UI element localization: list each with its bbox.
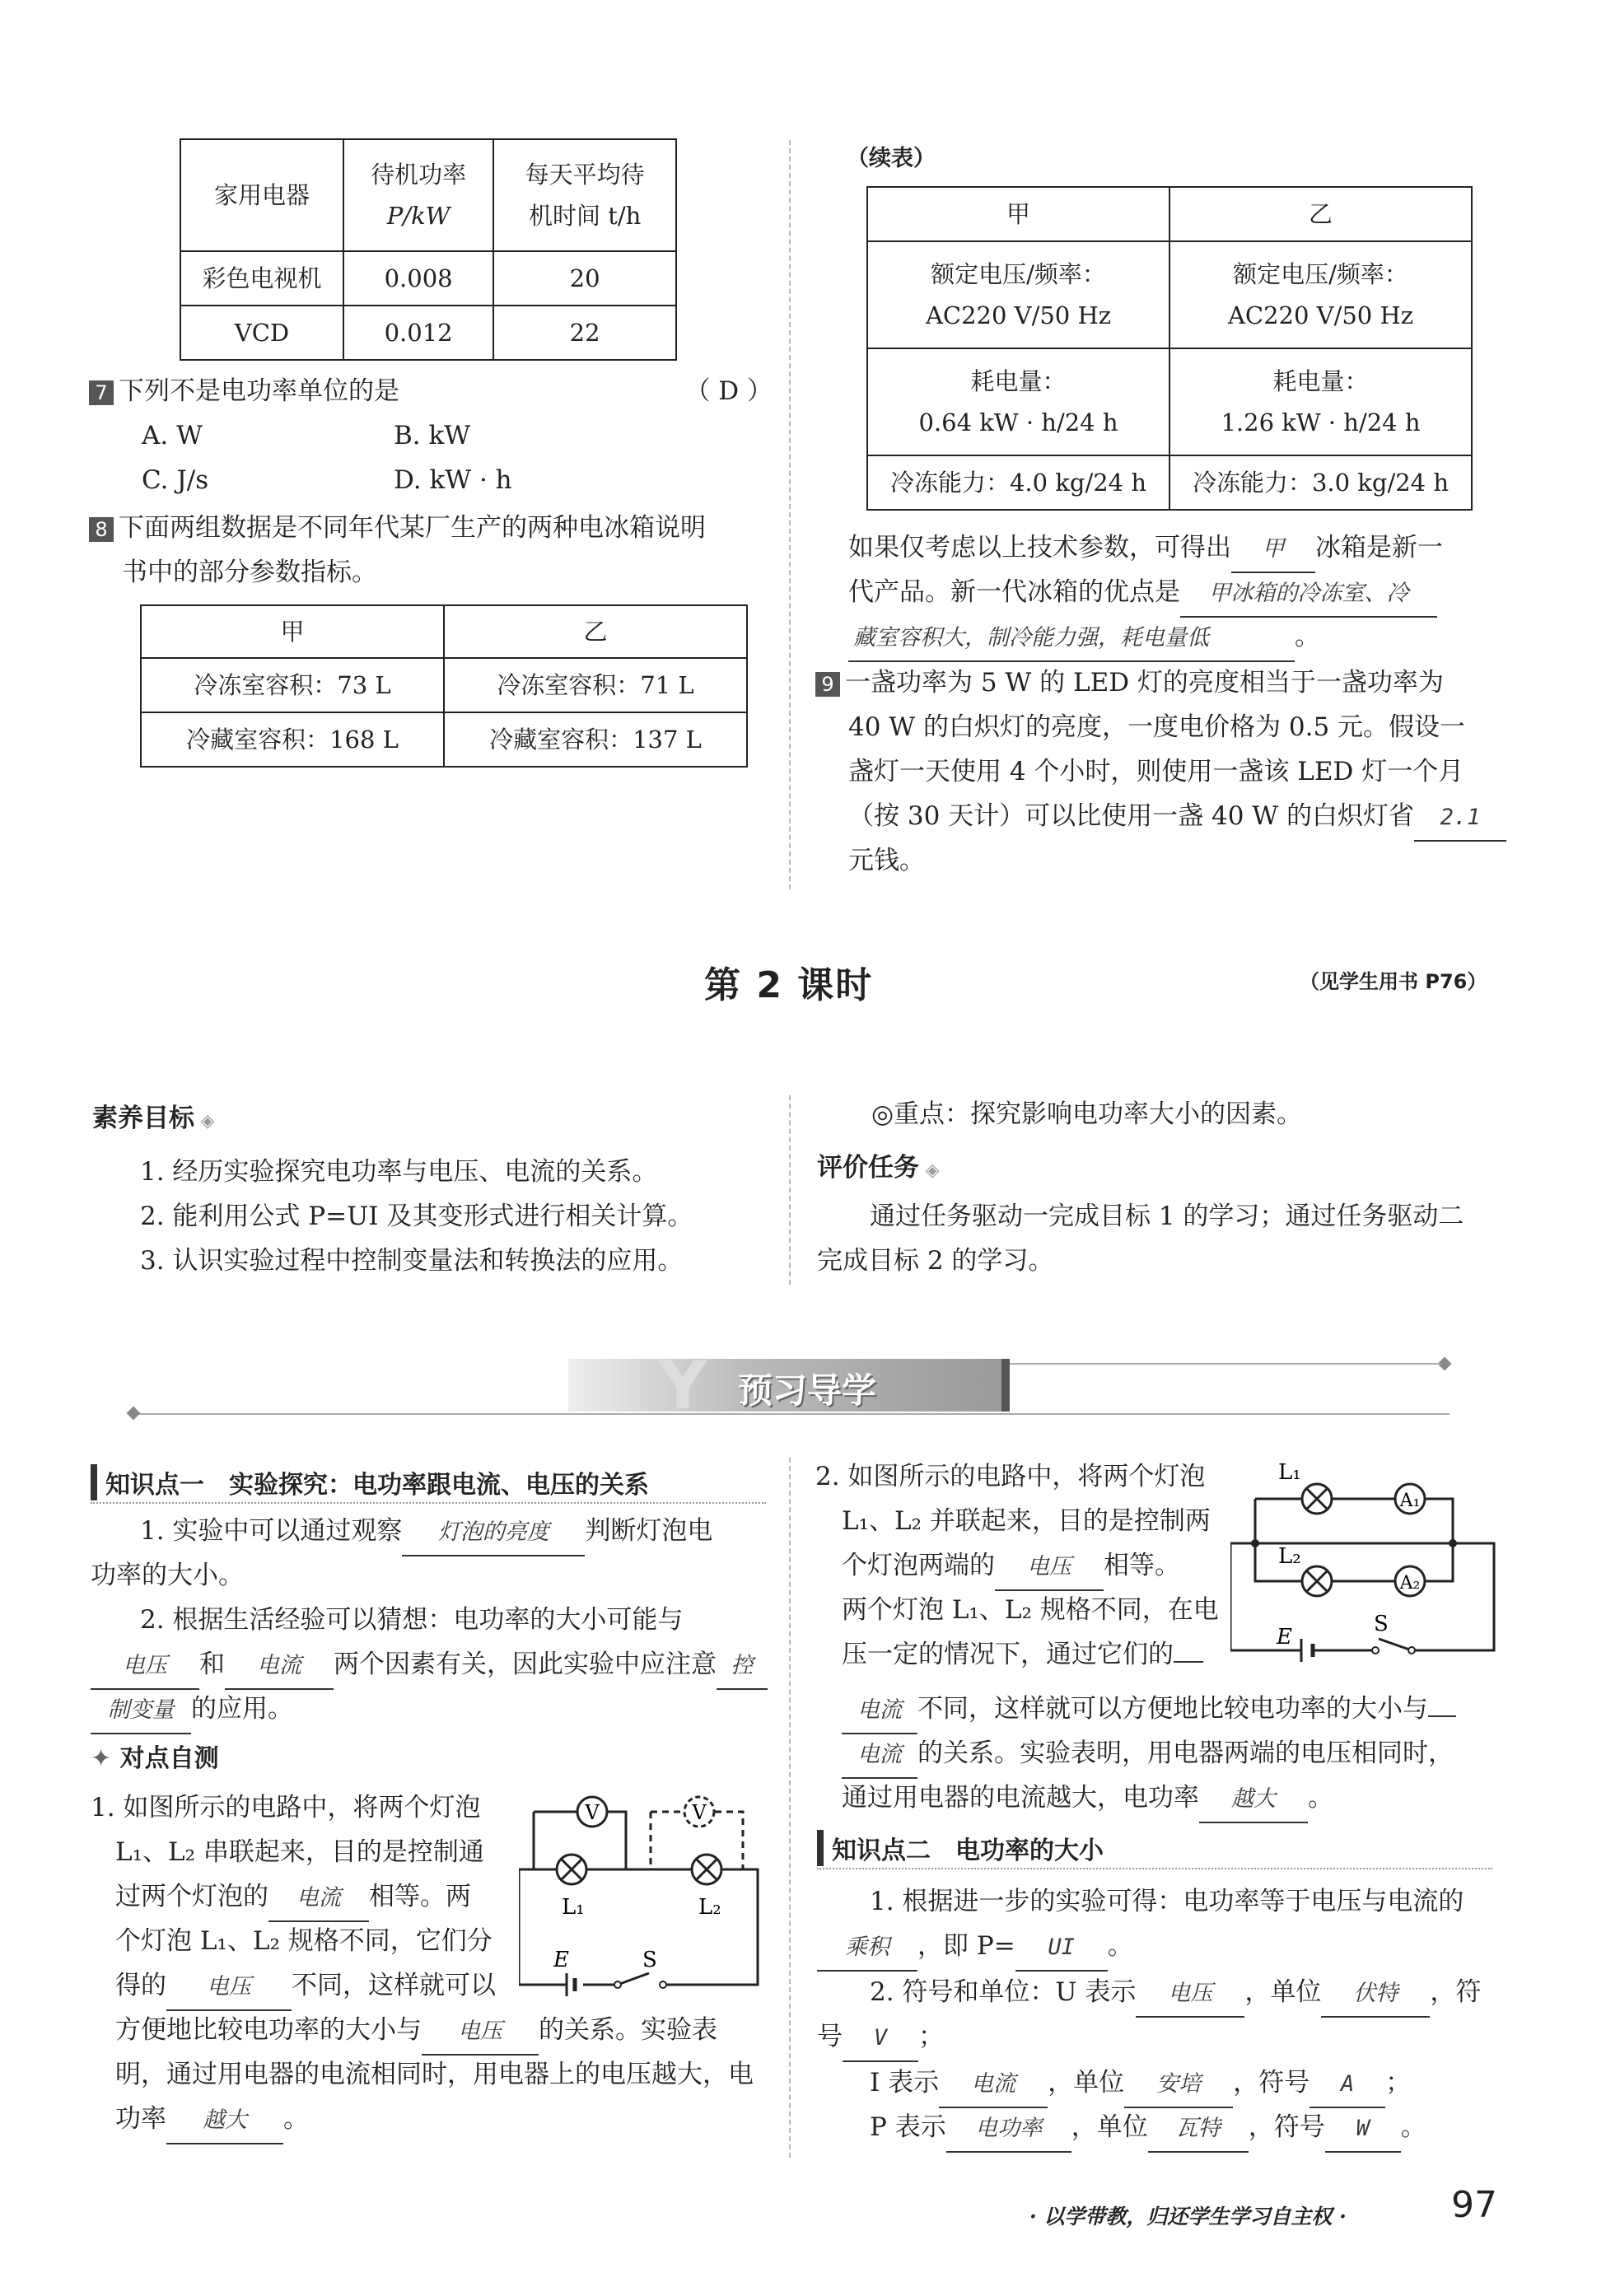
svg-text:L₂: L₂ <box>1278 1544 1301 1569</box>
focus-point: ◎重点：探究影响电功率大小的因素。 <box>871 1099 1303 1129</box>
answer-blank: UI <box>1015 1925 1108 1972</box>
student-book-ref: （见学生用书 P76） <box>1300 970 1487 993</box>
appliance-table <box>180 138 677 361</box>
table-cell: 冷藏室容积：168 L <box>141 712 444 767</box>
svg-text:E: E <box>553 1948 569 1972</box>
st2-line6: 电流 不同，这样就可以方便地比较电功率的大小与 <box>842 1687 1456 1734</box>
voltmeter-icon <box>577 1797 607 1827</box>
banner-dot-left <box>127 1407 141 1421</box>
answer-blank: 电压 <box>91 1644 199 1690</box>
table-cell: 额定电压/频率： AC220 V/50 Hz <box>1169 241 1472 348</box>
lesson-title: 第 2 课时 <box>704 964 874 1006</box>
task-title: 评价任务 ◈ <box>817 1153 940 1183</box>
parallel-circuit-diagram <box>1230 1461 1502 1675</box>
table-cell: 0.008 <box>343 251 493 306</box>
kp2-line3: 2. 符号和单位：U 表示 电压 ，单位 伏特 ，符 <box>870 1970 1481 2018</box>
svg-text:V: V <box>692 1801 707 1824</box>
goals-title: 素养目标 ◈ <box>92 1104 215 1133</box>
answer-blank: 甲 <box>1231 527 1315 573</box>
table-cell: 20 <box>493 251 676 306</box>
q8-conclusion-line3: 藏室容积大，制冷能力强，耗电量低 。 <box>848 614 1320 662</box>
st1-line4: 个灯泡 L₁、L₂ 规格不同，它们分 <box>115 1926 493 1956</box>
answer-blank: 电流 <box>225 1644 334 1690</box>
question-text: 下面两组数据是不同年代某厂生产的两种电冰箱说明 <box>119 513 706 543</box>
table-cell: 彩色电视机 <box>180 251 343 306</box>
star-icon: ✦ <box>91 1744 120 1773</box>
answer-blank: 伏特 <box>1321 1972 1430 2018</box>
table-header-cell: 甲 <box>867 187 1169 241</box>
answer-blank <box>1174 1661 1203 1663</box>
table-cell: 0.012 <box>343 306 493 360</box>
st1-line5: 得的 电压 不同，这样就可以 <box>115 1963 496 2011</box>
selftest-title: ✦ 对点自测 <box>91 1744 219 1773</box>
st1-line2: L₁、L₂ 串联起来，目的是控制通 <box>115 1837 484 1867</box>
preview-title: 预习导学 <box>738 1370 877 1411</box>
answer-blank: 乘积 <box>817 1925 917 1972</box>
answer-blank: 电流 <box>268 1876 369 1922</box>
question-number: 7 <box>89 380 114 405</box>
column-divider <box>789 140 791 889</box>
continued-label: （续表） <box>847 146 936 171</box>
kp2-line1: 1. 根据进一步的实验可得：电功率等于电压与电流的 <box>870 1887 1464 1916</box>
answer-blank: 灯泡的亮度 <box>402 1510 585 1556</box>
diamond-icon: ◈ <box>919 1160 940 1181</box>
answer-blank: 安培 <box>1124 2062 1233 2108</box>
svg-text:L₁: L₁ <box>562 1895 585 1920</box>
question-7 <box>89 369 773 413</box>
st1-line8: 功率 越大 。 <box>115 2097 309 2144</box>
question-9-line3: 盏灯一天使用 4 个小时，则使用一盏该 LED 灯一个月 <box>848 757 1464 786</box>
answer-blank: 2.1 <box>1414 796 1506 842</box>
question-9-line5: 元钱。 <box>848 846 925 875</box>
option-c: C. J/s <box>142 465 209 495</box>
column-divider <box>789 1095 791 1285</box>
goal-item: 1. 经历实验探究电功率与电压、电流的关系。 <box>140 1157 658 1187</box>
table-header-cell: 乙 <box>1169 187 1472 241</box>
table-header-cell: 甲 <box>141 605 444 658</box>
svg-text:E: E <box>1277 1625 1292 1650</box>
footer-motto: · 以学带教，归还学生学习自主权 · <box>1029 2205 1347 2228</box>
st2-line8: 通过用电器的电流越大，电功率 越大 。 <box>842 1776 1333 1823</box>
table-cell: 冷冻能力：4.0 kg/24 h <box>867 455 1169 510</box>
banner-letter-y: Y <box>659 1347 707 1424</box>
bulb-icon <box>692 1855 721 1884</box>
option-a: A. W <box>142 421 203 450</box>
battery-icon <box>1301 1639 1313 1662</box>
answer-blank: 电功率 <box>946 2107 1071 2153</box>
q8-conclusion-line2: 代产品。新一代冰箱的优点是 甲冰箱的冷冻室、冷 <box>848 570 1437 618</box>
st2-line3: 个灯泡两端的 电压 相等。 <box>842 1543 1180 1591</box>
kp2-line2: 乘积 ，即 P= UI 。 <box>817 1924 1133 1972</box>
answer-blank: 越大 <box>166 2098 283 2144</box>
question-9-line4: （按 30 天计）可以比使用一盏 40 W 的白炽灯省 2.1 <box>848 794 1506 842</box>
kp2-title: 知识点二 电功率的大小 <box>817 1830 1491 1866</box>
voltmeter-dashed-icon <box>684 1797 714 1827</box>
table-header-cell: 乙 <box>444 605 747 658</box>
question-8-line2: 书中的部分参数指标。 <box>122 558 377 587</box>
svg-text:A₁: A₁ <box>1399 1491 1421 1511</box>
answer-blank: 瓦特 <box>1148 2107 1249 2153</box>
question-9-line2: 40 W 的白炽灯的亮度，一度电价格为 0.5 元。假设一 <box>848 712 1466 742</box>
bulb-icon <box>557 1855 586 1884</box>
st2-line4: 两个灯泡 L₁、L₂ 规格不同，在电 <box>842 1595 1219 1625</box>
ammeter-icon <box>1395 1484 1425 1514</box>
fridge-table-b <box>866 186 1473 511</box>
kp1-line1: 1. 实验中可以通过观察 灯泡的亮度 判断灯泡电 <box>140 1509 712 1556</box>
kp1-underline <box>91 1502 766 1504</box>
answer-blank: 越大 <box>1199 1777 1308 1823</box>
table-header-cell: 家用电器 <box>180 139 343 251</box>
st1-line7: 明，通过用电器的电流相同时，用电器上的电压越大，电 <box>115 2060 754 2089</box>
answer-blank: 藏室容积大，制冷能力强，耗电量低 <box>848 616 1295 662</box>
banner-rule-right <box>1005 1363 1441 1365</box>
answer-blank: 电压 <box>166 1965 292 2011</box>
table-cell: 22 <box>493 306 676 360</box>
kp1-line5: 制变量 的应用。 <box>91 1687 293 1734</box>
st1-line6: 方便地比较电功率的大小与 电压 的关系。实验表 <box>115 2008 717 2056</box>
banner-rule <box>132 1413 1450 1415</box>
kp1-line2: 功率的大小。 <box>91 1561 244 1590</box>
answer-bracket: （ D ） <box>684 376 773 406</box>
series-circuit-diagram <box>519 1787 774 2026</box>
table-cell: 耗电量： 1.26 kW · h/24 h <box>1169 348 1472 455</box>
answer-blank: V <box>843 2016 918 2062</box>
table-cell: 冷冻能力：3.0 kg/24 h <box>1169 455 1472 510</box>
st2-line2: L₁、L₂ 并联起来，目的是控制两 <box>842 1506 1211 1536</box>
kp2-underline <box>817 1868 1492 1869</box>
diamond-icon: ◈ <box>194 1111 215 1132</box>
kp2-line4: 号 V ； <box>817 2014 944 2062</box>
ammeter-icon <box>1395 1566 1425 1596</box>
banner-end-bar <box>1001 1359 1010 1412</box>
answer-blank <box>1428 1715 1456 1717</box>
answer-blank: A <box>1310 2062 1385 2108</box>
svg-text:L₂: L₂ <box>698 1895 721 1920</box>
question-number: 8 <box>89 517 114 542</box>
answer-blank: 电流 <box>842 1733 917 1779</box>
answer-blank: 电压 <box>995 1545 1104 1591</box>
table-cell: 额定电压/频率： AC220 V/50 Hz <box>867 241 1169 348</box>
preview-banner <box>568 1347 1010 1424</box>
question-9: 9 一盏功率为 5 W 的 LED 灯的亮度相当于一盏功率为 <box>815 660 1444 705</box>
table-cell: 冷冻室容积：71 L <box>444 658 747 712</box>
fridge-table-a <box>140 604 748 768</box>
task-line2: 完成目标 2 的学习。 <box>817 1246 1054 1276</box>
st2-line5: 压一定的情况下，通过它们的 <box>842 1632 1203 1677</box>
st1-line3: 过两个灯泡的 电流 相等。两 <box>115 1874 471 1922</box>
table-cell: 冷藏室容积：137 L <box>444 712 747 767</box>
question-number: 9 <box>815 672 840 697</box>
task-line1: 通过任务驱动一完成目标 1 的学习；通过任务驱动二 <box>870 1202 1464 1231</box>
answer-blank: 甲冰箱的冷冻室、冷 <box>1180 572 1437 618</box>
kp2-line5: I 表示 电流 ，单位 安培 ，符号 A ； <box>870 2060 1411 2108</box>
answer-blank: 控 <box>717 1644 768 1690</box>
svg-text:V: V <box>585 1801 600 1824</box>
kp1-line4: 电压 和 电流 两个因素有关，因此实验中应注意 控 <box>91 1642 768 1690</box>
option-b: B. kW <box>394 421 471 450</box>
table-header-cell: 待机功率 P/kW <box>343 139 493 251</box>
bulb-icon <box>1302 1566 1332 1596</box>
kp1-line3: 2. 根据生活经验可以猜想：电功率的大小可能与 <box>140 1605 684 1635</box>
kp1-title: 知识点一 实验探究：电功率跟电流、电压的关系 <box>91 1464 773 1500</box>
svg-text:S: S <box>642 1948 657 1972</box>
question-text: 下列不是电功率单位的是 <box>119 376 399 406</box>
table-cell: 冷冻室容积：73 L <box>141 658 444 712</box>
answer-blank: 电流 <box>939 2062 1048 2108</box>
table-header-cell: 每天平均待 机时间 t/h <box>493 139 676 251</box>
bulb-icon <box>1302 1484 1332 1514</box>
page-number: 97 <box>1451 2184 1497 2226</box>
column-divider <box>789 1458 791 2158</box>
q8-conclusion-line1: 如果仅考虑以上技术参数，可得出 甲 冰箱是新一 <box>848 525 1443 573</box>
svg-text:L₁: L₁ <box>1278 1461 1301 1485</box>
svg-text:S: S <box>1374 1612 1389 1636</box>
st1-line1: 1. 如图所示的电路中，将两个灯泡 <box>91 1793 481 1822</box>
answer-blank: 电流 <box>842 1688 917 1734</box>
question-8 <box>89 506 706 550</box>
goal-item: 3. 认识实验过程中控制变量法和转换法的应用。 <box>140 1246 684 1276</box>
answer-blank: W <box>1325 2107 1401 2153</box>
kp2-line6: P 表示 电功率 ，单位 瓦特 ，符号 W 。 <box>870 2105 1426 2153</box>
table-cell: 耗电量： 0.64 kW · h/24 h <box>867 348 1169 455</box>
battery-icon <box>567 1973 575 1996</box>
answer-blank: 电压 <box>422 2009 539 2056</box>
st2-line1: 2. 如图所示的电路中，将两个灯泡 <box>815 1462 1206 1491</box>
answer-blank: 电压 <box>1136 1972 1244 2018</box>
table-cell: VCD <box>180 306 343 360</box>
option-d: D. kW · h <box>394 465 512 495</box>
answer-blank: 制变量 <box>91 1688 191 1734</box>
goal-item: 2. 能利用公式 P=UI 及其变形式进行相关计算。 <box>140 1202 693 1231</box>
svg-text:A₂: A₂ <box>1399 1573 1421 1594</box>
st2-line7: 电流 的关系。实验表明，用电器两端的电压相同时， <box>842 1731 1454 1779</box>
